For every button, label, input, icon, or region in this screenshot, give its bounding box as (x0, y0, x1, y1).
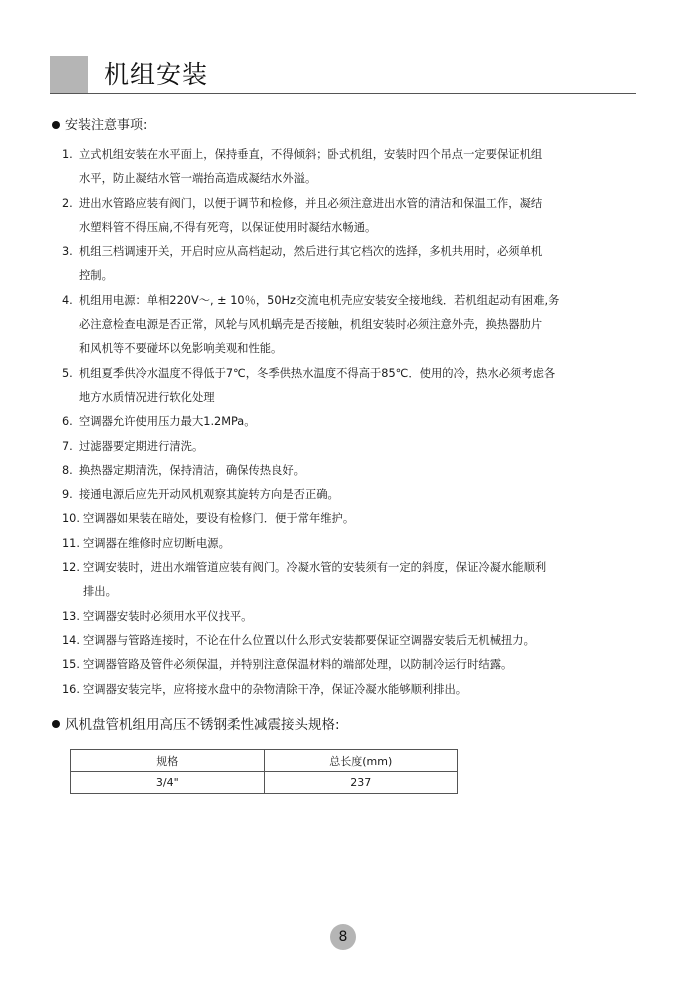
item-text: 空调器在维修时应切断电源。 (83, 536, 230, 550)
list-item (62, 532, 642, 556)
item-text: 空调器安装完毕，应将接水盘中的杂物清除干净，保证冷凝水能够顺利排出。 (83, 682, 468, 696)
item-text: 进出水管路应装有阀门，以便于调节和检修，并且必须注意进出水管的清洁和保温工作，凝结 (79, 196, 543, 210)
item-number: 5. (62, 366, 73, 380)
list-item (62, 653, 642, 677)
item-text: 空调器管路及管件必须保温，并特别注意保温材料的端部处理，以防制冷运行时结露。 (83, 658, 513, 672)
notes-heading-text: 安装注意事项: (65, 118, 148, 133)
item-text: 机组三档调速开关，开启时应从高档起动，然后进行其它档次的选择，多机共用时，必须单机 (79, 245, 543, 259)
list-item (62, 240, 642, 289)
list-item (62, 507, 642, 531)
spec-table (70, 749, 458, 794)
list-item (62, 435, 642, 459)
item-text: 换热器定期清洗，保持清洁，确保传热良好。 (79, 463, 305, 477)
table-header-cell: 总长度(mm) (264, 750, 458, 772)
item-number: 1. (62, 148, 73, 161)
item-text: 控制。 (79, 269, 113, 283)
item-text: 空调器安装时必须用水平仪找平。 (83, 609, 253, 623)
item-text: 排出。 (83, 585, 117, 599)
item-text: 水平，防止凝结水管一端抬高造成凝结水外溢。 (79, 172, 317, 186)
header-marker-block (50, 56, 88, 94)
list-item (62, 289, 642, 362)
notes-heading (52, 117, 147, 135)
page-title: 机组安装 (104, 60, 209, 89)
bullet-icon (52, 121, 60, 129)
item-number: 9. (62, 488, 73, 502)
item-text: 水塑料管不得压扁,不得有死弯，以保证使用时凝结水畅通。 (79, 220, 377, 234)
list-item (62, 629, 642, 653)
item-text: 空调器如果装在暗处，要设有检修门．便于常年维护。 (83, 512, 355, 526)
item-text: 空调安装时，进出水端管道应装有阀门。冷凝水管的安装须有一定的斜度，保证冷凝水能顺利 (83, 561, 547, 575)
table-cell: 237 (264, 772, 458, 794)
list-item (62, 605, 642, 629)
item-number: 16. (62, 682, 80, 696)
item-text: 空调器允许使用压力最大1.2MPa。 (79, 415, 256, 429)
table-row (71, 772, 458, 794)
item-text: 空调器与管路连接时，不论在什么位置以什么形式安装都要保证空调器安装后无机械扭力。 (83, 633, 535, 647)
table-cell: 3/4" (71, 772, 265, 794)
item-number: 4. (62, 293, 73, 307)
item-number: 13. (62, 609, 80, 623)
list-item (62, 459, 642, 483)
item-number: 10. (62, 512, 80, 526)
spec-heading-text: 风机盘管机组用高压不锈钢柔性减震接头规格: (65, 717, 340, 733)
list-item (62, 678, 642, 702)
item-text: 机组夏季供冷水温度不得低于7℃，冬季供热水温度不得高于85℃．使用的冷，热水必须考虑各 (79, 366, 556, 380)
item-number: 14. (62, 633, 80, 647)
item-text: 地方水质情况进行软化处理 (79, 390, 215, 404)
list-item (62, 192, 642, 241)
item-number: 11. (62, 536, 80, 550)
item-text: 和风机等不要碰坏以免影响美观和性能。 (79, 342, 283, 356)
page-number: 8 (330, 924, 356, 950)
list-item (62, 410, 642, 434)
item-number: 12. (62, 561, 80, 575)
list-item (62, 556, 642, 605)
item-number: 2. (62, 196, 73, 210)
header-divider (50, 93, 636, 94)
installation-notes-list (62, 143, 642, 702)
item-number: 15. (62, 658, 80, 672)
item-text: 必注意检查电源是否正常，风轮与风机蜗壳是否接触，机组安装时必须注意外壳，换热器肋片 (79, 318, 543, 332)
item-text: 立式机组安装在水平面上，保持垂直，不得倾斜；卧式机组，安装时四个吊点一定要保证机组 (79, 148, 543, 161)
table-header-cell: 规格 (71, 750, 265, 772)
item-text: 过滤器要定期进行清洗。 (79, 439, 204, 453)
list-item (62, 483, 642, 507)
item-number: 7. (62, 439, 73, 453)
item-number: 3. (62, 245, 73, 259)
list-item (62, 362, 642, 411)
item-number: 6. (62, 415, 73, 429)
bullet-icon (52, 720, 60, 728)
table-header-row (71, 750, 458, 772)
item-text: 机组用电源：单相220V～, ± 10％，50Hz交流电机壳应安装安全接地线．若机组起动有困难,务 (79, 293, 560, 307)
spec-heading (52, 716, 340, 734)
list-item (62, 143, 642, 192)
item-number: 8. (62, 463, 73, 477)
item-text: 接通电源后应先开动风机观察其旋转方向是否正确。 (79, 488, 339, 502)
